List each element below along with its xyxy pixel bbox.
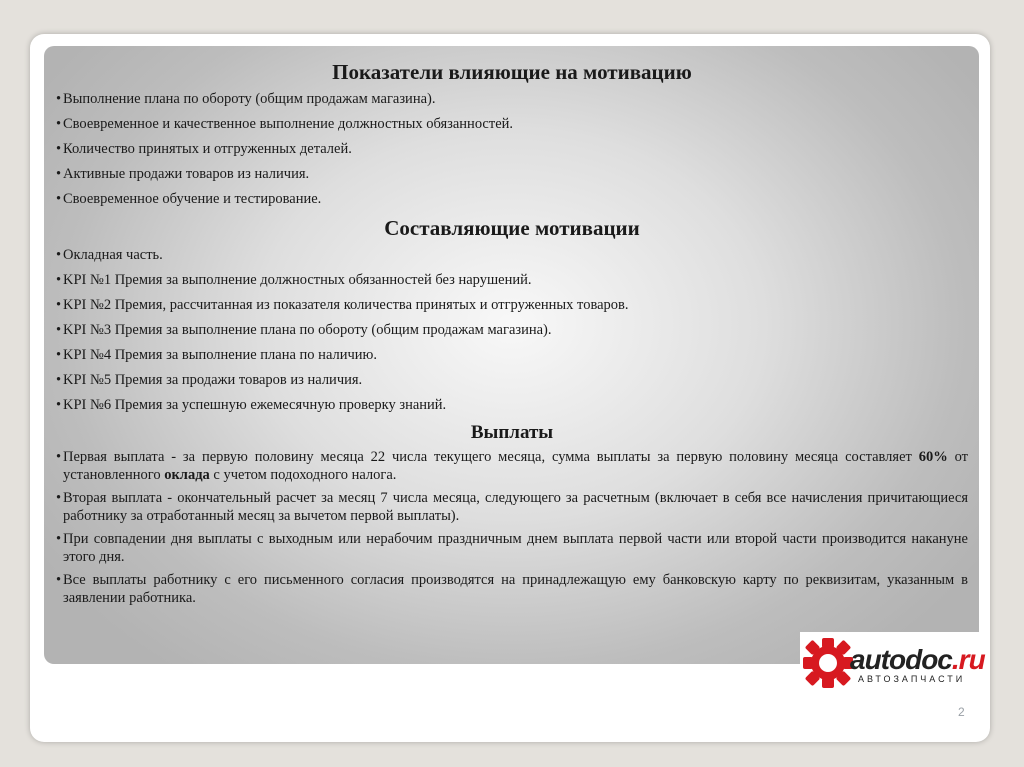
list-item: • Активные продажи товаров из наличия. [56,166,968,183]
text-part: от установленного [63,449,968,483]
section-title-motivation-indicators: Показатели влияющие на мотивацию [332,60,692,84]
logo-name-text: autodoc [850,644,952,675]
motivation-indicators-list [56,91,968,208]
text-part: Первая выплата - за первую половину месяца 22 числа текущего месяца, сумма выплаты за первую половину месяца составляет [63,449,919,465]
list-item: • Количество принятых и отгруженных деталей. [56,141,968,158]
list-item: • Своевременное обучение и тестирование. [56,191,968,208]
logo-tld-text: .ru [951,644,985,675]
list-item: • KPI №4 Премия за выполнение плана по наличию. [56,347,968,364]
payment-item-card: • Все выплаты работнику с его письменного согласия производятся на принадлежащую ему банковскую карту по реквизитам, указанным в заявлении работника. [56,571,968,607]
motivation-components-list [56,247,968,414]
list-item: • KPI №1 Премия за выполнение должностных обязанностей без нарушений. [56,272,968,289]
salary-term: оклада [164,467,210,483]
autodoc-logo [800,632,985,694]
payment-item-second: • Вторая выплата - окончательный расчет за месяц 7 числа месяца, следующего за расчетным (включает в себя все начисления причитающиеся работнику за отработанный месяц за вычетом первой выплаты). [56,489,968,525]
text-part: с учетом подоходного налога. [209,467,397,483]
list-item: • Выполнение плана по обороту (общим продажам магазина). [56,91,968,108]
payment-item-holiday: • При совпадении дня выплаты с выходным или нерабочим праздничным днем выплата первой части или второй части производится накануне этого дня. [56,530,968,566]
section-title-motivation-components: Составляющие мотивации [384,216,640,240]
list-item: • KPI №2 Премия, рассчитанная из показателя количества принятых и отгруженных товаров. [56,297,968,314]
slide-content [56,60,968,612]
page-number: 2 [958,705,965,719]
logo-subtitle: АВТОЗАПЧАСТИ [858,674,966,684]
payments-list [56,448,968,607]
list-item: • KPI №3 Премия за выполнение плана по обороту (общим продажам магазина). [56,322,968,339]
list-item: • KPI №5 Премия за продажи товаров из наличия. [56,372,968,389]
payment-item-first [56,448,968,484]
list-item: • Окладная часть. [56,247,968,264]
section-title-payments: Выплаты [470,422,554,443]
list-item: • Своевременное и качественное выполнение должностных обязанностей. [56,116,968,133]
logo-wordmark [850,644,985,676]
percent-value: 60% [918,449,948,465]
list-item: • KPI №6 Премия за успешную ежемесячную проверку знаний. [56,397,968,414]
